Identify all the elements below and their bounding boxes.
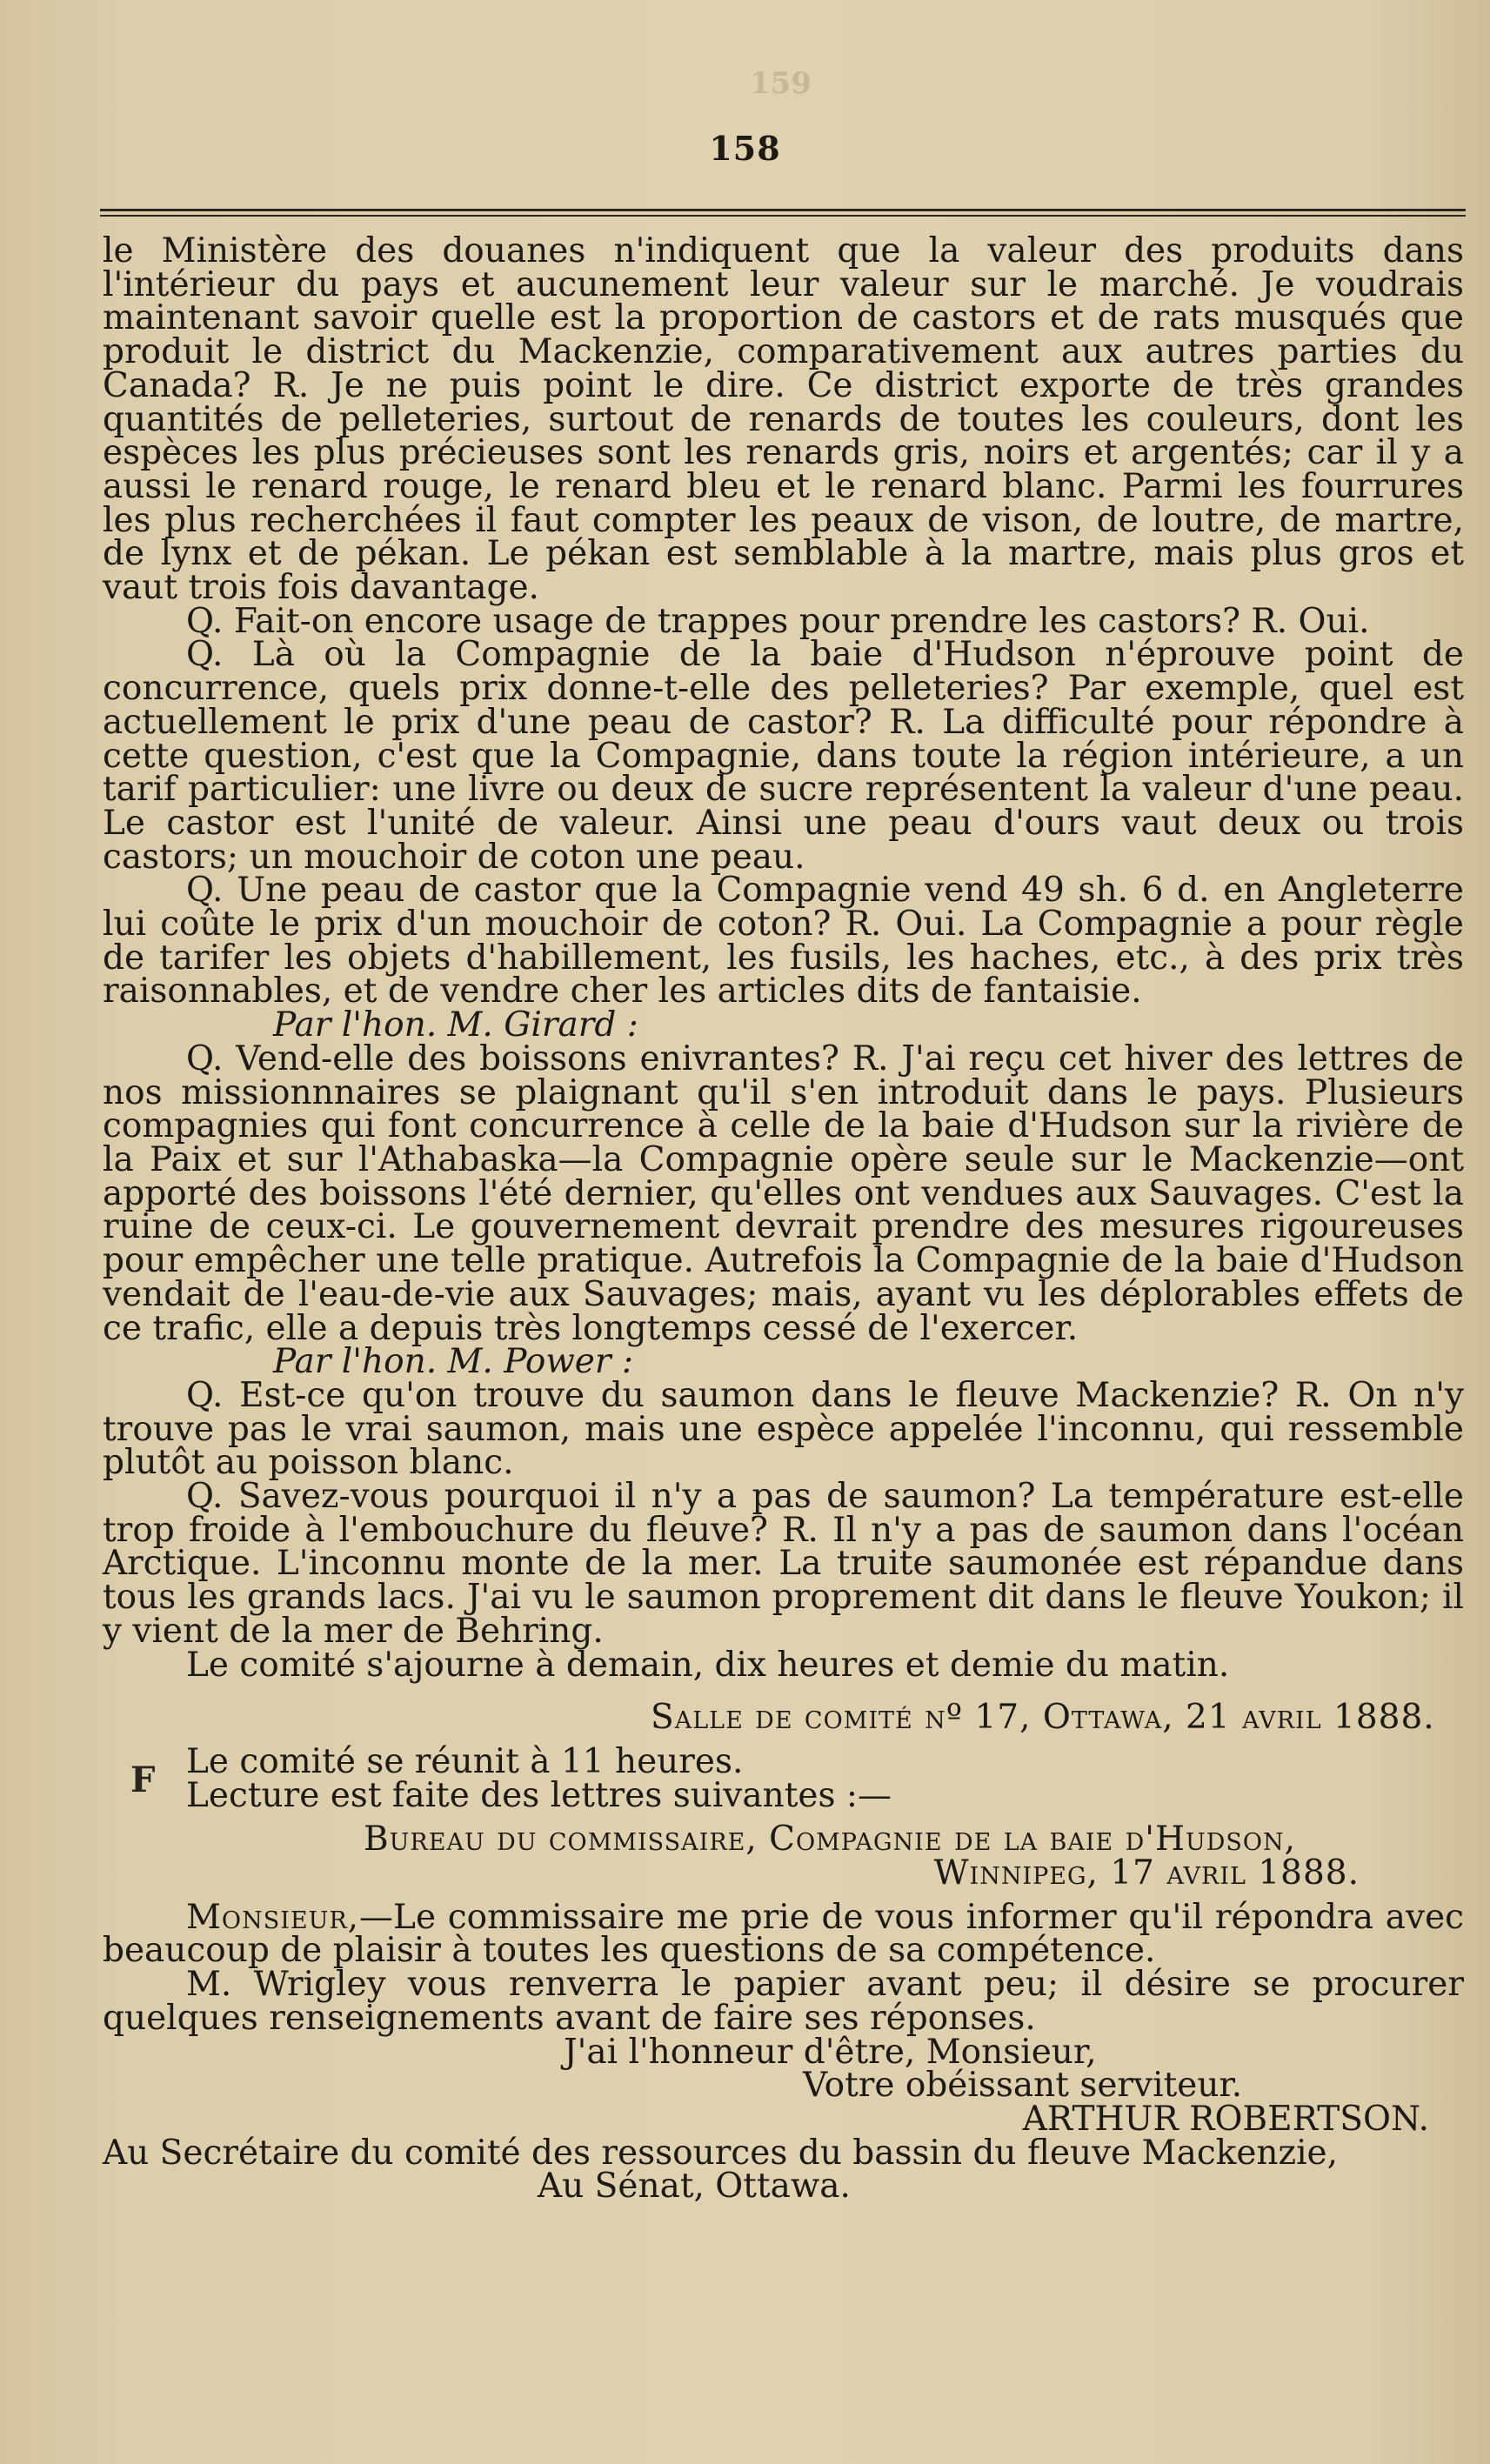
speaker-heading: Par l'hon. M. Girard :	[273, 1005, 638, 1045]
page-number: 158	[709, 129, 781, 168]
header-rule-top	[100, 209, 1466, 211]
paragraph: le Ministère des douanes n'indiquent que la valeur des produits dans l'intérieur du pays et aucunement leur valeur sur le marché. Je voudrais maintenant savoir quelle est la proportion de castors et de rats musqués que produit le district du Mackenzie, comparativement aux autres parties du Canada? R. Je ne puis point le dire. Ce district exporte de très grandes quantités de pelleteries, surtout de renards de toutes les couleurs, dont les espèces les plus précieuses sont les renards gris, noirs et argentés; car il y a aussi le renard rouge, le renard bleu et le renard blanc. Parmi les fourrures les plus recherchées il faut compter les peaux de vison, de loutre, de martre, de lynx et de pékan. Le pékan est semblable à la martre, mais plus gros et vaut trois fois davantage.	[103, 231, 1464, 608]
letter-header: Bureau du commissaire, Compagnie de la baie d'Hudson,	[364, 1820, 1297, 1860]
letter-closing: J'ai l'honneur d'être, Monsieur,	[564, 2032, 1097, 2072]
letter-signature: ARTHUR ROBERTSON.	[1022, 2099, 1429, 2139]
header-rule-bottom	[100, 215, 1466, 217]
paragraph: Q. Là où la Compagnie de la baie d'Hudson n'éprouve point de concurrence, quels prix donne-t-elle des pelleteries? Par exemple, quel est actuellement le prix d'une peau de castor? R. La difficulté pour répondre à cette question, c'est que la Compagnie, dans toute la région intérieure, a un tarif particulier: une livre ou deux de sucre représentent la valeur d'une peau. Le castor est l'unité de valeur. Ainsi une peau d'ours vaut deux ou trois castors; un mouchoir de coton une peau.	[103, 635, 1464, 877]
body-text	[103, 231, 1464, 2207]
paragraph: Le comité se réunit à 11 heures.	[186, 1741, 744, 1781]
session-header: Salle de comité nº 17, Ottawa, 21 avril 1888.	[651, 1698, 1435, 1738]
letter-address: Au Secrétaire du comité des ressources du bassin du fleuve Mackenzie,	[103, 2133, 1339, 2173]
margin-mark: F	[130, 1760, 156, 1800]
letter-body: M. Wrigley vous renverra le papier avant peu; il désire se procurer quelques renseignements avant de faire ses réponses.	[103, 1965, 1464, 2038]
adjournment-line: Le comité s'ajourne à demain, dix heures et demie du matin.	[186, 1645, 1230, 1685]
letter-body	[103, 1897, 1464, 1971]
letter-salutation: Monsieur,	[186, 1897, 360, 1937]
paragraph: Lecture est faite des lettres suivantes :—	[186, 1775, 892, 1815]
letter-text: —Le commissaire me prie de vous informer qu'il répondra avec beaucoup de plaisir à toutes les questions de sa compétence.	[103, 1897, 1464, 1971]
paragraph: Q. Une peau de castor que la Compagnie vend 49 sh. 6 d. en Angleterre lui coûte le prix d'un mouchoir de coton? R. Oui. La Compagnie a pour règle de tarifer les objets d'habillement, les fusils, les haches, etc., à des prix très raisonnables, et de vendre cher les articles dits de fantaisie.	[103, 871, 1464, 1012]
letter-closing: Votre obéissant serviteur.	[803, 2066, 1243, 2106]
paragraph: Q. Fait-on encore usage de trappes pour prendre les castors? R. Oui.	[186, 601, 1370, 641]
paragraph: Q. Est-ce qu'on trouve du saumon dans le fleuve Mackenzie? R. On n'y trouve pas le vrai saumon, mais une espèce appelée l'inconnu, qui ressemble plutôt au poisson blanc.	[103, 1375, 1464, 1483]
paragraph: Q. Savez-vous pourquoi il n'y a pas de saumon? La température est-elle trop froide à l'embouchure du fleuve? R. Il n'y a pas de saumon dans l'océan Arctique. L'inconnu monte de la mer. La truite saumonée est répandue dans tous les grands lacs. J'ai vu le saumon proprement dit dans le fleuve Youkon; il y vient de la mer de Behring.	[103, 1477, 1464, 1651]
paragraph: Q. Vend-elle des boissons enivrantes? R. J'ai reçu cet hiver des lettres de nos missionnnaires se plaignant qu'il s'en introduit dans le pays. Plusieurs compagnies qui font concurrence à celle de la baie d'Hudson sur la rivière de la Paix et sur l'Athabaska—la Compagnie opère seule sur le Mackenzie—ont apporté des boissons l'été dernier, qu'elles ont vendues aux Sauvages. C'est la ruine de ceux-ci. Le gouvernement devrait prendre des mesures rigoureuses pour empêcher une telle pratique. Autrefois la Compagnie de la baie d'Hudson vendait de l'eau-de-vie aux Sauvages; mais, ayant vu les déplorables effets de ce trafic, elle a depuis très longtemps cessé de l'exercer.	[103, 1038, 1464, 1348]
speaker-heading: Par l'hon. M. Power :	[273, 1342, 633, 1382]
letter-address: Au Sénat, Ottawa.	[538, 2167, 851, 2207]
bleed-through-page-number: 159	[750, 66, 812, 101]
letter-date: Winnipeg, 17 avril 1888.	[933, 1853, 1360, 1893]
